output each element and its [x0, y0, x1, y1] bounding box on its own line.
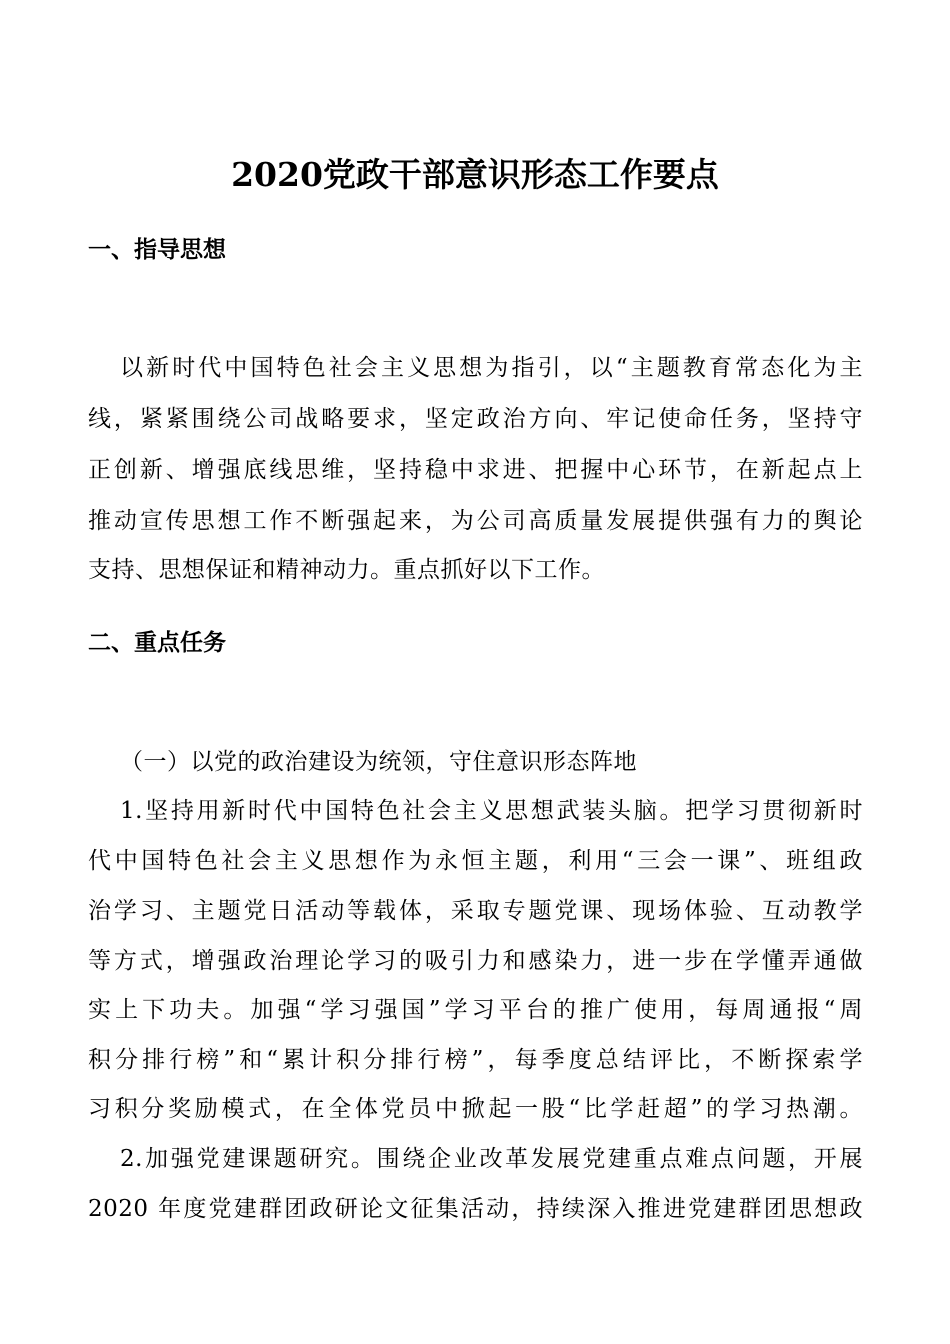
paragraph-line: 等方式，增强政治理论学习的吸引力和感染力，进一步在学懂弄通做 — [88, 948, 863, 974]
paragraph-line: 线，紧紧围绕公司战略要求，坚定政治方向、牢记使命任务，坚持守 — [88, 406, 863, 432]
paragraph-line: 实上下功夫。加强“学习强国”学习平台的推广使用，每周通报“周 — [88, 997, 863, 1023]
paragraph-line: 1.坚持用新时代中国特色社会主义思想武装头脑。把学习贯彻新时 — [120, 798, 863, 824]
paragraph-line: 习积分奖励模式，在全体党员中掀起一股“比学赶超”的学习热潮。 — [88, 1096, 863, 1122]
document-title: 2020党政干部意识形态工作要点 — [231, 155, 719, 194]
paragraph-line: 正创新、增强底线思维，坚持稳中求进、把握中心环节，在新起点上 — [88, 457, 863, 483]
paragraph-line: 2.加强党建课题研究。围绕企业改革发展党建重点难点问题，开展 — [120, 1146, 863, 1172]
subsection-heading: （一）以党的政治建设为统领，守住意识形态阵地 — [120, 749, 637, 775]
paragraph-line: 支持、思想保证和精神动力。重点抓好以下工作。 — [88, 557, 605, 583]
paragraph-line: 推动宣传思想工作不断强起来，为公司高质量发展提供强有力的舆论 — [88, 508, 863, 534]
paragraph-line: 以新时代中国特色社会主义思想为指引，以“主题教育常态化为主 — [120, 355, 863, 381]
paragraph-line: 积分排行榜”和“累计积分排行榜”，每季度总结评比，不断探索学 — [88, 1047, 863, 1073]
paragraph-line: 2020 年度党建群团政研论文征集活动，持续深入推进党建群团思想政 — [88, 1196, 863, 1222]
section-heading-key-tasks: 二、重点任务 — [88, 629, 226, 656]
paragraph-line: 治学习、主题党日活动等载体，采取专题党课、现场体验、互动教学 — [88, 898, 863, 924]
paragraph-line: 代中国特色社会主义思想作为永恒主题，利用“三会一课”、班组政 — [88, 848, 863, 874]
section-heading-guiding-ideology: 一、指导思想 — [88, 236, 226, 263]
